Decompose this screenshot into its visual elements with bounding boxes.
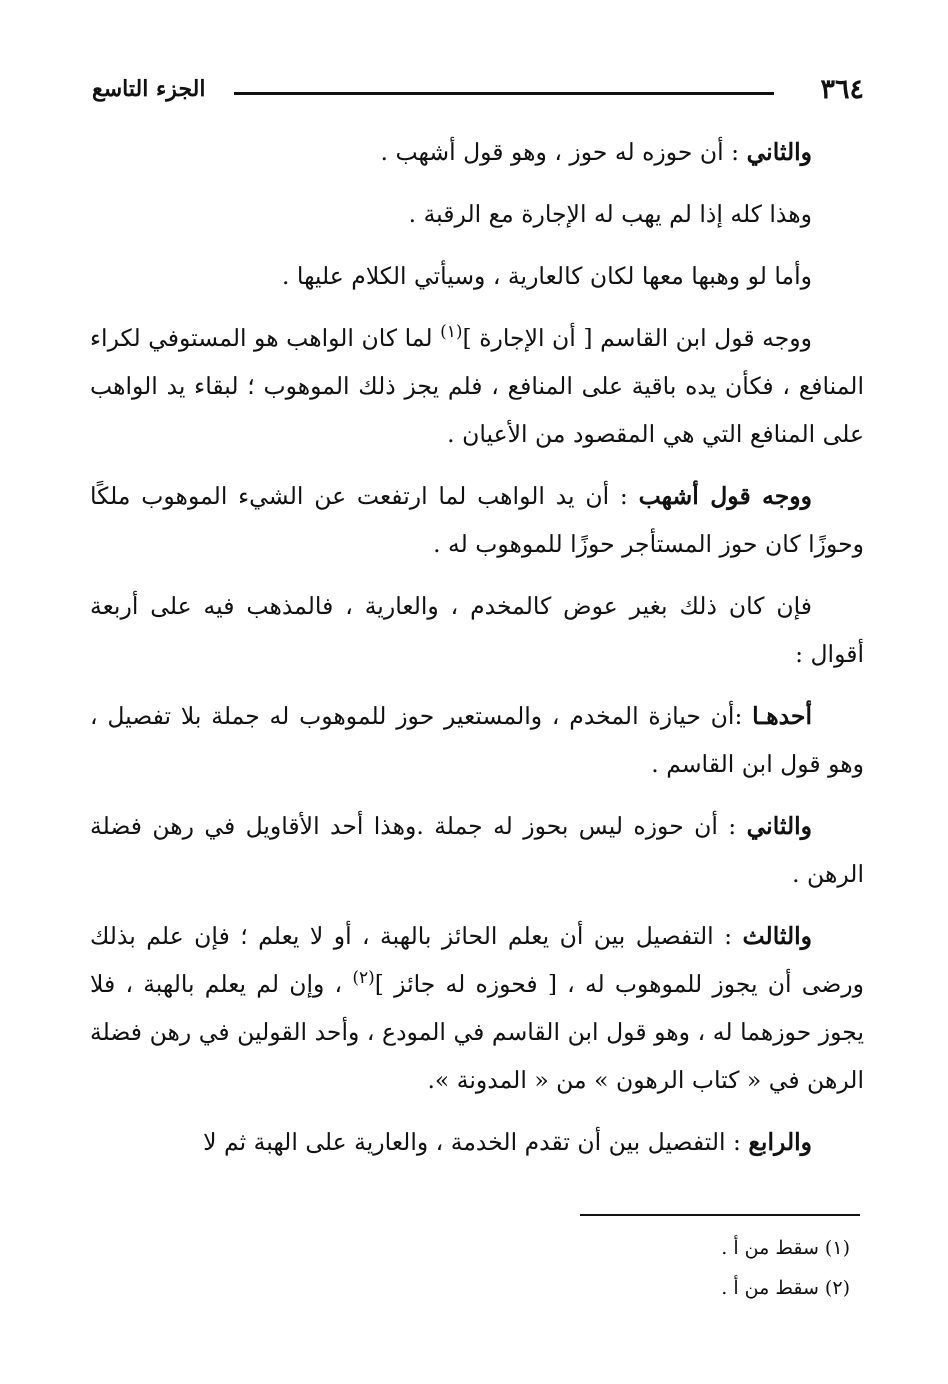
paragraph-6: [90, 582, 864, 678]
header-rule: [234, 92, 774, 95]
paragraph-text: : التفصيل بين أن تقدم الخدمة ، والعارية على الهبة ثم لا: [203, 1128, 749, 1156]
footnote-1: (١) سقط من أ .: [721, 1237, 850, 1259]
paragraph-text: فإن كان ذلك بغير عوض كالمخدم ، والعارية ، فالمذهب فيه على أربعة أقوال :: [90, 592, 864, 668]
paragraph-text: : أن يد الواهب لما ارتفعت عن الشيء الموهوب ملكًا وحوزًا كان حوز المستأجر حوزًا للموهوب له .: [90, 482, 864, 558]
running-title: الجزء التاسع: [92, 76, 206, 102]
paragraph-text: :أن حيازة المخدم ، والمستعير حوز للموهوب له جملة بلا تفصيل ، وهو قول ابن القاسم .: [90, 702, 864, 778]
paragraph-text: ، وإن لم يعلم بالهبة ، فلا يجوز حوزهما له ، وهو قول ابن القاسم في المودع ، وأحد القولين في رهن فضلة الرهن في « كتاب الرهون » من « المدونة ».: [90, 970, 864, 1094]
paragraph-text: وأما لو وهبها معها لكان كالعارية ، وسيأتي الكلام عليها .: [281, 262, 812, 290]
paragraph-9: [90, 912, 864, 1104]
footnote-mark: (١): [440, 322, 463, 343]
paragraph-text: لما كان الواهب هو المستوفي لكراء المنافع ، فكأن يده باقية على المنافع ، فلم يجز ذلك الموهوب ؛ لبقاء يد الواهب على المنافع التي هي المقصود من الأعيان .: [90, 324, 864, 448]
footnote-2: (٢) سقط من أ .: [721, 1277, 850, 1299]
body-text: [90, 128, 864, 1180]
paragraph-text: : التفصيل بين أن يعلم الحائز بالهبة ، أو لا يعلم ؛ فإن علم بذلك ورضى أن يجوز للموهوب له ، [ فحوزه له جائز ]: [90, 922, 864, 998]
page-number: ٣٦٤: [820, 74, 864, 105]
paragraph-lead: والثالث: [742, 922, 812, 950]
paragraph-text: : أن حوزه ليس بحوز له جملة .وهذا أحد الأقاويل في رهن فضلة الرهن .: [90, 812, 864, 888]
footnote-rule: [580, 1214, 860, 1216]
paragraph-2: [90, 190, 864, 238]
paragraph-lead: والثاني: [746, 812, 812, 840]
footnotes: [150, 1228, 850, 1308]
paragraph-4: [90, 314, 864, 458]
paragraph-lead: والثاني: [746, 138, 812, 166]
paragraph-5: [90, 472, 864, 568]
paragraph-text: : أن حوزه له حوز ، وهو قول أشهب .: [380, 138, 747, 166]
paragraph-text: وهذا كله إذا لم يهب له الإجارة مع الرقبة .: [408, 200, 812, 228]
paragraph-7: [90, 692, 864, 788]
paragraph-3: [90, 252, 864, 300]
paragraph-8: [90, 802, 864, 898]
footnote-mark: (٢): [352, 968, 375, 989]
paragraph-1: [90, 128, 864, 176]
paragraph-lead: ووجه قول أشهب: [638, 482, 812, 510]
paragraph-text: ووجه قول ابن القاسم [ أن الإجارة ]: [462, 324, 812, 352]
paragraph-lead: والرابع: [748, 1128, 812, 1156]
page-header: [92, 70, 864, 114]
paragraph-10: [90, 1118, 864, 1166]
paragraph-lead: أحدهـا: [752, 702, 812, 730]
